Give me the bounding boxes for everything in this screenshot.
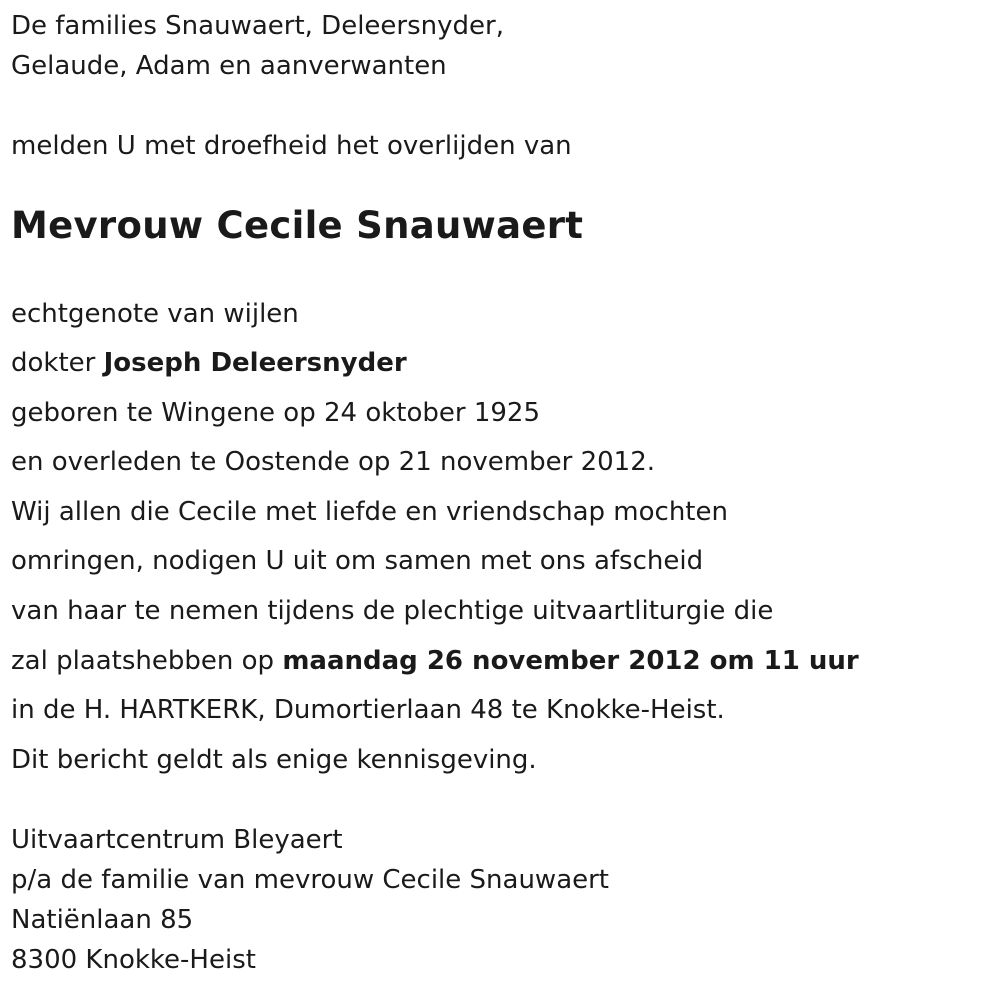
spouse-intro: echtgenote van wijlen	[11, 299, 299, 329]
notice-line: Dit bericht geldt als enige kennisgeving.	[11, 745, 537, 775]
death-line: en overleden te Oostende op 21 november 2012.	[11, 447, 655, 477]
ceremony-datetime: maandag 26 november 2012 om 11 uur	[282, 646, 859, 676]
deceased-name: Mevrouw Cecile Snauwaert	[11, 204, 584, 247]
contact-organization: Uitvaartcentrum Bleyaert	[11, 825, 343, 855]
contact-care-of: p/a de familie van mevrouw Cecile Snauwaert	[11, 865, 609, 895]
ceremony-location: in de H. HARTKERK, Dumortierlaan 48 te Knokke-Heist.	[11, 695, 725, 725]
announcement-line: melden U met droefheid het overlijden van	[11, 131, 572, 161]
families-line-1: De families Snauwaert, Deleersnyder,	[11, 11, 504, 41]
invitation-line-2: omringen, nodigen U uit om samen met ons afscheid	[11, 546, 704, 576]
contact-city: 8300 Knokke-Heist	[11, 945, 256, 975]
families-line-2: Gelaude, Adam en aanverwanten	[11, 51, 447, 81]
ceremony-time-line	[11, 645, 859, 677]
spouse-name: Joseph Deleersnyder	[103, 348, 407, 378]
invitation-line-3: van haar te nemen tijdens de plechtige uitvaartliturgie die	[11, 596, 774, 626]
invitation-line-1: Wij allen die Cecile met liefde en vriendschap mochten	[11, 497, 728, 527]
contact-street: Natiënlaan 85	[11, 905, 194, 935]
spouse-line	[11, 347, 407, 379]
birth-line: geboren te Wingene op 24 oktober 1925	[11, 398, 541, 428]
ceremony-time-prefix: zal plaatshebben op	[11, 646, 283, 676]
spouse-title: dokter	[11, 348, 104, 378]
